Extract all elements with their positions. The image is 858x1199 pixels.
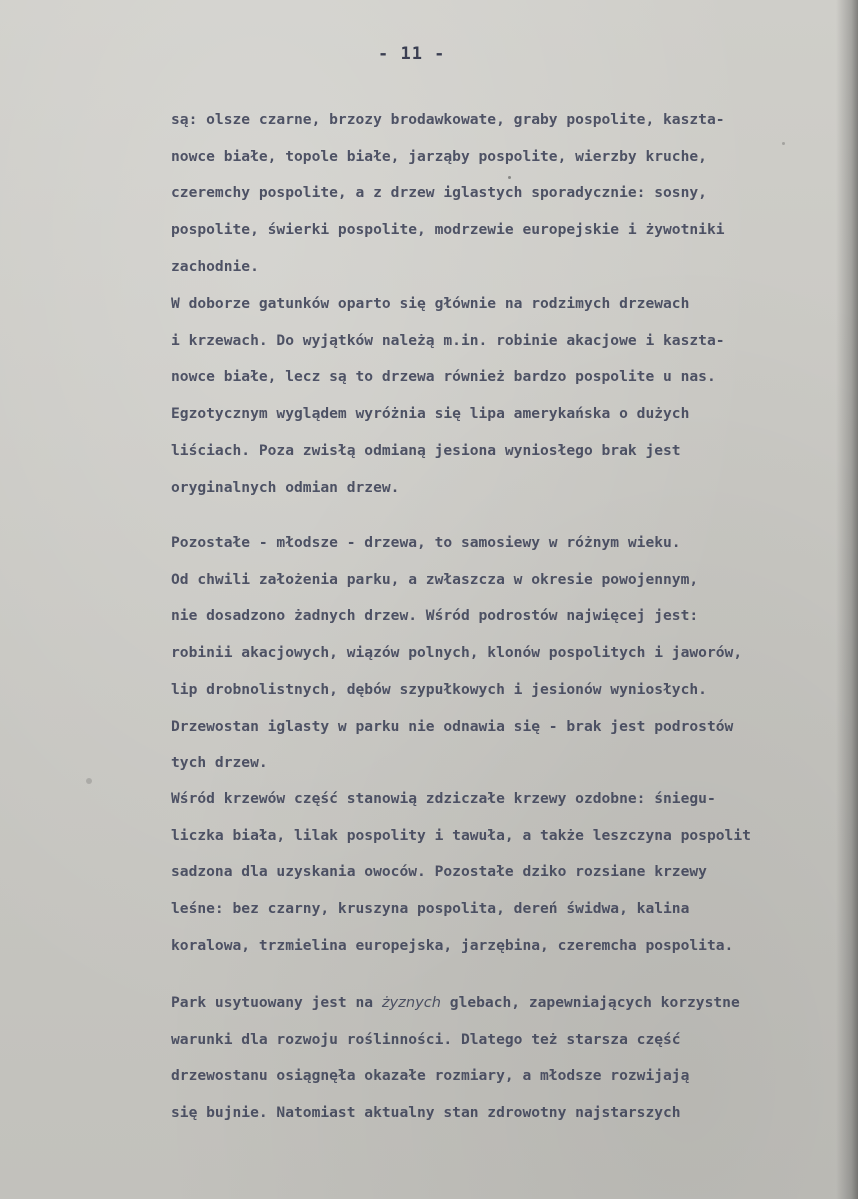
- text-line: [171, 985, 857, 1022]
- text-line: są: olsze czarne, brzozy brodawkowate, graby pospolite, kaszta-: [171, 111, 725, 128]
- text-line: leśne: bez czarny, kruszyna pospolita, dereń świdwa, kalina: [171, 900, 690, 918]
- text-line: nie dosadzono żadnych drzew. Wśród podrostów najwięcej jest:: [171, 607, 699, 625]
- paper-speck: [86, 778, 92, 784]
- paragraph-1: [171, 102, 857, 286]
- text-segment: glebach, zapewniających korzystne: [441, 994, 740, 1011]
- paragraph-5: [171, 985, 857, 1132]
- text-line: się bujnie. Natomiast aktualny stan zdrowotny najstarszych: [171, 1104, 681, 1122]
- text-line: W doborze gatunków oparto się głównie na rodzimych drzewach: [171, 295, 690, 312]
- handwritten-correction: żyznych: [381, 994, 441, 1011]
- page-number: - 11 -: [378, 44, 446, 64]
- text-line: Od chwili założenia parku, a zwłaszcza w okresie powojennym,: [171, 570, 699, 588]
- paragraph-4: [171, 781, 857, 965]
- text-line: koralowa, trzmielina europejska, jarzębina, czeremcha pospolita.: [171, 936, 734, 954]
- text-line: tych drzew.: [171, 754, 268, 772]
- text-line: Drzewostan iglasty w parku nie odnawia się - brak jest podrostów: [171, 717, 734, 735]
- text-line: drzewostanu osiągnęła okazałe rozmiary, a młodsze rozwijają: [171, 1067, 690, 1085]
- text-line: nowce białe, lecz są to drzewa również bardzo pospolite u nas.: [171, 368, 716, 386]
- text-line: nowce białe, topole białe, jarząby pospolite, wierzby kruche,: [171, 147, 707, 165]
- text-line: sadzona dla uzyskania owoców. Pozostałe dziko rozsiane krzewy: [171, 863, 707, 881]
- text-line: liściach. Poza zwisłą odmianą jesiona wyniosłego brak jest: [171, 441, 681, 459]
- text-line: Wśród krzewów część stanowią zdziczałe krzewy ozdobne: śniegu-: [171, 790, 716, 807]
- text-line: zachodnie.: [171, 257, 259, 275]
- text-line: warunki dla rozwoju roślinności. Dlatego też starsza część: [171, 1030, 681, 1048]
- text-line: Pozostałe - młodsze - drzewa, to samosiewy w różnym wieku.: [171, 534, 681, 551]
- text-line: pospolite, świerki pospolite, modrzewie europejskie i żywotniki: [171, 221, 725, 239]
- text-line: robinii akacjowych, wiązów polnych, klonów pospolitych i jaworów,: [171, 644, 743, 662]
- paper-speck: [782, 142, 785, 145]
- paper-speck: [508, 176, 511, 179]
- text-segment: Park usytuowany jest na: [171, 994, 382, 1011]
- text-line: i krzewach. Do wyjątków należą m.in. robinie akacjowe i kaszta-: [171, 331, 725, 349]
- paragraph-2: [171, 286, 857, 506]
- text-line: czeremchy pospolite, a z drzew iglastych sporadycznie: sosny,: [171, 184, 707, 202]
- text-line: oryginalnych odmian drzew.: [171, 478, 400, 496]
- text-line: lip drobnolistnych, dębów szypułkowych i jesionów wyniosłych.: [171, 680, 707, 698]
- text-line: Egzotycznym wyglądem wyróżnia się lipa amerykańska o dużych: [171, 405, 690, 423]
- text-line: liczka biała, lilak pospolity i tawuła, a także leszczyna pospolit: [171, 826, 751, 844]
- paragraph-3: [171, 525, 857, 782]
